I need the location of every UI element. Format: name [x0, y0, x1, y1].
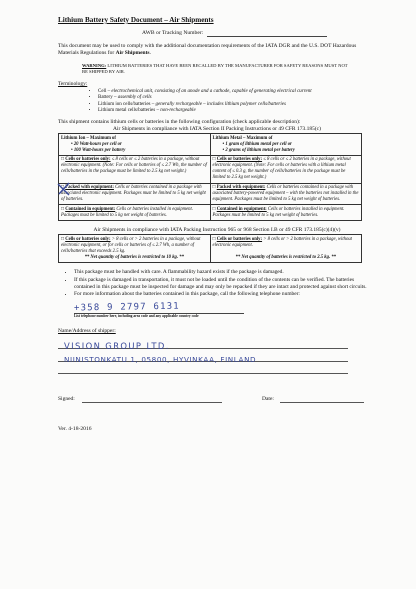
warning-label: WARNING:	[82, 63, 107, 68]
shipper-address-line[interactable]	[58, 349, 348, 365]
shipper-address-handwritten: NIINISTONKATU 1, 05800, HYVINKAA, FINLAND	[64, 355, 257, 365]
terminology-list	[58, 89, 376, 114]
checkbox[interactable]: □	[61, 236, 65, 242]
term-name: Lithium ion cells/batteries	[98, 101, 151, 107]
ib-metal-option[interactable]	[210, 235, 362, 263]
metal-limit-text: 2 grams of lithium metal per battery	[225, 147, 295, 153]
version-label: Ver. 4-18-2016	[58, 426, 92, 433]
metal-packed-with-equipment-option[interactable]	[210, 183, 362, 205]
checkbox[interactable]: □	[212, 185, 216, 191]
section-ib-table	[58, 234, 362, 263]
section-ii-table	[58, 133, 362, 221]
option-text: Cells or batteries installed in equipment. Packages must be limited to 5 kg net weight of batteries.	[61, 206, 193, 218]
warning-text: LITHIUM BATTERIES THAT HAVE BEEN RECALLED BY THE MANUFACTURER FOR SAFETY REASONS MUST NOT BE SHIPPED BY AIR.	[82, 63, 348, 74]
awb-row	[58, 30, 376, 37]
config-instruction: This shipment contains lithium cells or batteries in the following configuration (check applicable description):	[58, 119, 301, 126]
intro-text: This document may be used to comply with the additional documentation requirements of the IATA DGR and the U.S. DOT Hazardous Materials Regulations for	[58, 43, 357, 56]
metal-limit: • 1 gram of lithium metal per cell or	[222, 141, 292, 147]
option-text: > 8 cells or > 2 batteries in a package, without electronic equipment, or for cells or batteries of ≤ 2.7 Wh, a number of cells/batteries that exceeds 2.5 kg.	[61, 236, 201, 254]
terminology-heading: Terminology:	[58, 81, 88, 87]
option-label: Packed with equipment:	[65, 185, 114, 191]
signature-row	[58, 396, 376, 404]
intro-end: .	[149, 50, 151, 56]
term-item	[98, 108, 376, 114]
term-def: – non-rechargeable	[155, 107, 196, 113]
awb-input-line[interactable]	[207, 30, 327, 37]
metal-header: Lithium Metal – Maximum of	[212, 135, 273, 141]
term-name: Lithium metal cells/batteries	[98, 107, 156, 113]
ion-limit-text: 20 Watt-hours per cell or	[73, 141, 122, 147]
phone-number-handwritten[interactable]: +358 9 2797 6131	[73, 301, 180, 314]
checked-x-mark-icon	[57, 182, 71, 196]
intro-bold: Air Shipments	[115, 50, 150, 56]
handling-notes	[58, 269, 376, 298]
option-label: Packed with equipment:	[216, 185, 266, 191]
signature-line[interactable]	[82, 402, 222, 403]
checkbox[interactable]: □	[212, 206, 216, 212]
option-label: Cells or batteries only:	[65, 157, 111, 163]
intro-paragraph	[58, 43, 376, 57]
signed-label: Signed:	[58, 396, 75, 403]
ion-header: Lithium Ion – Maximum of	[61, 135, 116, 141]
term-name: Battery	[98, 95, 113, 101]
phone-block	[74, 302, 244, 318]
option-text: ≤ 8 cells or ≤ 2 batteries in a package, without electronic equipment. (Note: For cells or batteries with a lithium metal content of ≤ 0.3 g, the number of cells/batteries in the package must be limited to 2.5 kg net weight.)	[212, 157, 351, 181]
handling-note: • If this package is damaged in transportation, it must not be loaded until the condition of the contents can be verified. The batteries contained in this package must be inspected for damage and may only be repacked if they are intact and protected against short circuits.	[74, 277, 376, 291]
handling-note: • For more information about the batteries contained in this package, call the following telephone number:	[74, 291, 376, 298]
checkbox[interactable]: □	[212, 157, 216, 163]
option-label: Contained in equipment:	[65, 206, 116, 212]
handling-note: • This package must be handled with care. A flammability hazard exists if the package is damaged.	[74, 269, 376, 276]
ion-limit: • 20 Watt-hours per cell or	[71, 141, 122, 147]
ion-limit-text: 100 Watt-hours per battery	[73, 147, 126, 153]
option-label: Contained in equipment:	[216, 206, 267, 212]
option-text: Cells or batteries contained in a package with associated battery-powered equipment – with the batteries not installed in the equipment. Packages must be limited to 5 kg net weight of batteries.	[212, 185, 359, 202]
warning-notice	[58, 63, 376, 75]
shipper-name-handwritten: VISION GROUP LTD.	[64, 341, 170, 352]
shipper-heading: Name/Address of shipper:	[58, 328, 116, 335]
shipper-name-line[interactable]	[58, 336, 348, 352]
option-text: Cells or batteries contained in a package with associated electronic equipment. Packages must be limited to 5 kg net weight of batteries.	[61, 185, 206, 202]
term-def: – electrochemical unit, consisting of an anode and a cathode, capable of generating electrical current	[106, 89, 312, 94]
awb-label: AWB or Tracking Number:	[142, 30, 204, 36]
option-text: Cells or batteries installed in equipment. Packages must be limited to 5 kg net weight of batteries.	[212, 206, 345, 218]
ib-ion-option[interactable]	[59, 235, 211, 263]
metal-contained-in-equipment-option[interactable]	[210, 205, 362, 221]
term-def: – generally rechargeable – includes lithium polymer cells/batteries	[150, 101, 286, 107]
date-line[interactable]	[280, 402, 364, 403]
metal-cells-only-option[interactable]	[210, 155, 362, 183]
metal-limit-text: 1 gram of lithium metal per cell or	[225, 141, 292, 147]
checkbox[interactable]: □	[61, 206, 65, 212]
term-def: – assembly of cells	[112, 95, 152, 101]
ion-cells-only-option[interactable]	[59, 155, 211, 183]
date-label: Date:	[262, 396, 274, 403]
quantity-note: ** Net quantity of batteries is restricted to 10 kg. **	[84, 254, 184, 260]
metal-header-cell	[210, 134, 362, 156]
section-ii-heading: Air Shipments in compliance with IATA Section II Packing Instructions or 49 CFR 173.185(c)	[113, 125, 321, 132]
option-text: ≤ 8 cells or ≤ 2 batteries in a package, without electronic equipment. (Note: For cells or batteries of ≤ 2.7 Wh, the number of cells/batteries in the package must be limited to 2.5 kg net weight.)	[61, 157, 207, 175]
option-label: Cells or batteries only:	[216, 157, 263, 163]
metal-limit: • 2 grams of lithium metal per battery	[222, 147, 295, 153]
ion-limit: • 100 Watt-hours per battery	[71, 147, 126, 153]
option-text: > 8 cells or > 2 batteries in a package, without electronic equipment.	[212, 236, 352, 248]
document-title: Lithium Battery Safety Document – Air Shipments	[58, 16, 214, 24]
section-ib-heading: Air Shipments in compliance with IATA Packing Instruction 965 or 968 Section I.B or 49 CFR 173.185(c)(4)(v)	[93, 227, 341, 234]
ion-packed-with-equipment-option[interactable]	[59, 183, 211, 205]
term-name: Cell	[98, 89, 107, 94]
option-label: Cells or batteries only:	[216, 236, 263, 242]
ion-contained-in-equipment-option[interactable]	[59, 205, 211, 221]
option-label: Cells or batteries only:	[65, 236, 111, 242]
checkbox[interactable]: □	[61, 185, 65, 191]
ion-header-cell	[59, 134, 211, 156]
quantity-note: ** Net quantity of batteries is restricted to 2.5 kg. **	[235, 254, 337, 260]
checkbox[interactable]: □	[212, 236, 216, 242]
checkbox[interactable]: □	[61, 157, 65, 163]
phone-caption: List telephone number here, including area code and any applicable country code	[74, 314, 199, 319]
